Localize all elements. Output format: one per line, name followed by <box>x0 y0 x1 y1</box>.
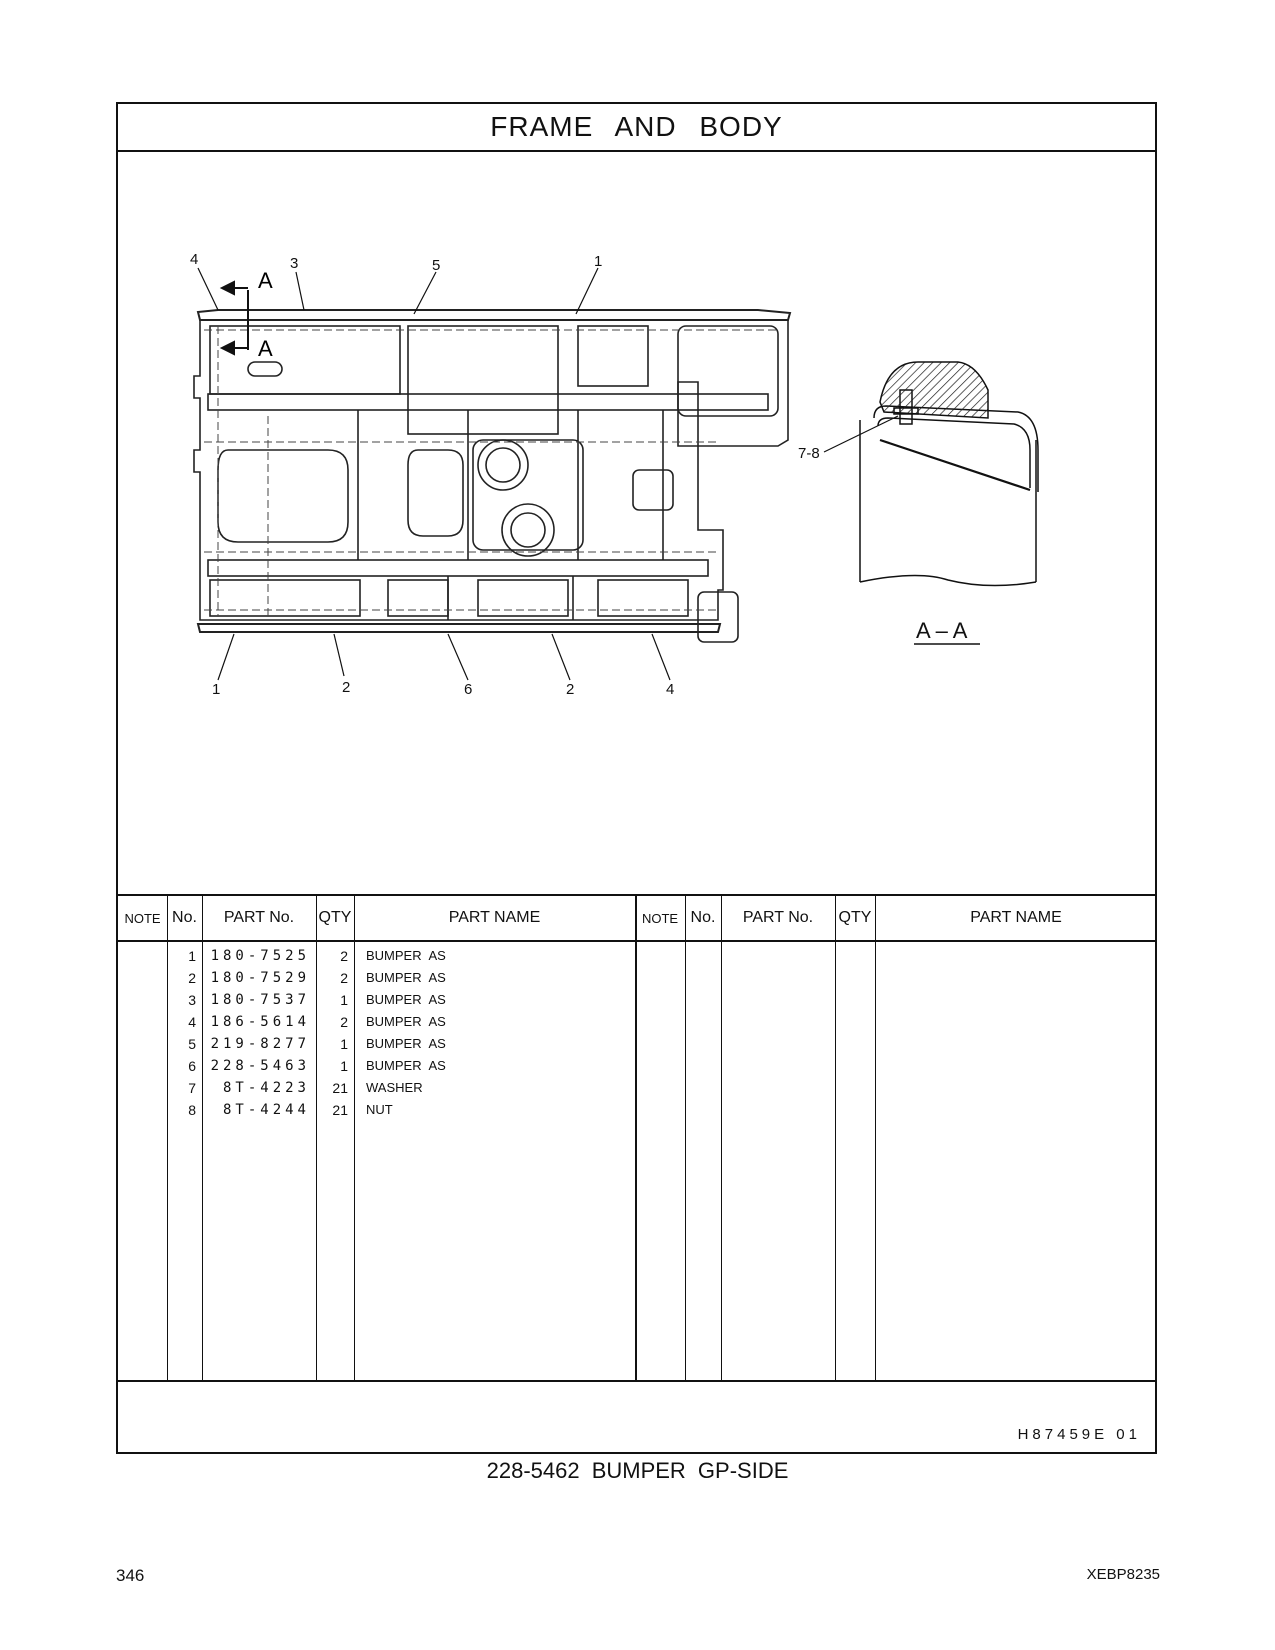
callout-top-3: 3 <box>290 255 299 272</box>
row-qty: 1 <box>340 1036 348 1052</box>
callout-bottom-2a: 2 <box>342 679 351 696</box>
header-note-right: NOTE <box>641 910 679 926</box>
row-no: 2 <box>188 970 196 986</box>
section-marker-bottom: A <box>258 336 273 361</box>
row-part-name: BUMPER AS <box>366 1014 446 1029</box>
row-no: 3 <box>188 992 196 1008</box>
section-title: FRAME AND BODY <box>118 104 1155 152</box>
row-qty: 1 <box>340 992 348 1008</box>
table-row <box>118 946 1155 968</box>
table-row <box>118 1034 1155 1056</box>
section-label-a-a: A – A <box>916 618 968 643</box>
row-part-no: 219-8277 <box>210 1036 310 1052</box>
row-qty: 2 <box>340 970 348 986</box>
exploded-view-drawing <box>118 150 1155 894</box>
callout-bottom-4: 4 <box>666 681 675 698</box>
table-row <box>118 968 1155 990</box>
group-caption: 228-5462 BUMPER GP-SIDE <box>486 1458 789 1483</box>
row-no: 5 <box>188 1036 196 1052</box>
row-no: 7 <box>188 1080 196 1096</box>
page-number: 346 <box>116 1566 145 1585</box>
section-marker-top: A <box>258 268 273 293</box>
header-part-no-right: PART No. <box>742 909 814 926</box>
row-part-no: 228-5463 <box>210 1058 310 1074</box>
table-row <box>118 1100 1155 1122</box>
row-part-no: 8T-4223 <box>222 1080 310 1096</box>
row-part-no: 180-7529 <box>210 970 310 986</box>
document-id: XEBP8235 <box>1086 1566 1160 1583</box>
header-qty-left: QTY <box>318 909 352 926</box>
row-part-no: 186-5614 <box>210 1014 310 1030</box>
callout-bottom-1: 1 <box>212 681 221 698</box>
header-part-no-left: PART No. <box>223 909 295 926</box>
row-part-no: 8T-4244 <box>222 1102 310 1118</box>
callout-bottom-6: 6 <box>464 681 473 698</box>
callout-top-5: 5 <box>432 257 441 274</box>
callout-bottom-2b: 2 <box>566 681 575 698</box>
table-row <box>118 990 1155 1012</box>
table-header <box>118 896 1155 942</box>
header-part-name-right: PART NAME <box>970 909 1062 926</box>
row-no: 1 <box>188 948 196 964</box>
frame-drawing-svg <box>118 150 1159 894</box>
row-no: 8 <box>188 1102 196 1118</box>
row-part-name: NUT <box>366 1102 393 1117</box>
row-part-name: BUMPER AS <box>366 948 446 963</box>
row-qty: 21 <box>332 1102 348 1118</box>
table-row <box>118 1078 1155 1100</box>
row-part-no: 180-7525 <box>210 948 310 964</box>
callout-top-4: 4 <box>190 251 199 268</box>
row-part-name: BUMPER AS <box>366 1036 446 1051</box>
drawing-number: H87459E 01 <box>1017 1426 1141 1443</box>
row-no: 4 <box>188 1014 196 1030</box>
parts-page-frame <box>116 102 1157 1454</box>
header-part-name-left: PART NAME <box>448 909 541 926</box>
row-qty: 21 <box>332 1080 348 1096</box>
callout-top-1: 1 <box>594 253 603 270</box>
table-row <box>118 1012 1155 1034</box>
header-no-right: No. <box>690 909 716 926</box>
row-qty: 1 <box>340 1058 348 1074</box>
table-row <box>118 1056 1155 1078</box>
row-no: 6 <box>188 1058 196 1074</box>
detail-callout-7-8: 7-8 <box>798 445 820 462</box>
drawing-footer <box>118 1380 1155 1456</box>
row-part-no: 180-7537 <box>210 992 310 1008</box>
row-part-name: BUMPER AS <box>366 992 446 1007</box>
header-no-left: No. <box>172 909 197 926</box>
header-qty-right: QTY <box>838 909 872 926</box>
row-part-name: BUMPER AS <box>366 970 446 985</box>
parts-list-table <box>118 894 1155 1382</box>
row-qty: 2 <box>340 1014 348 1030</box>
header-note-left: NOTE <box>124 910 161 926</box>
row-qty: 2 <box>340 948 348 964</box>
row-part-name: WASHER <box>366 1080 423 1095</box>
row-part-name: BUMPER AS <box>366 1058 446 1073</box>
